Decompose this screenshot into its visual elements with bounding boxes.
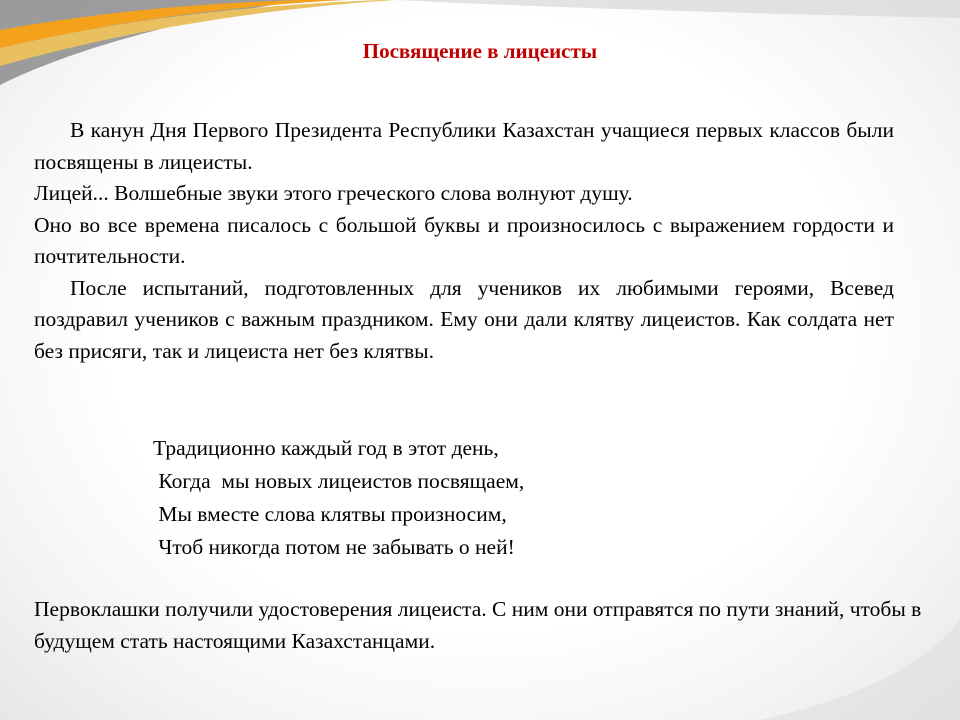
poem-line: Мы вместе слова клятвы произносим, [153, 502, 507, 526]
poem-line: Чтоб никогда потом не забывать о ней! [153, 535, 515, 559]
poem-line: Когда мы новых лицеистов посвящаем, [153, 469, 525, 493]
paragraph-lyceum: Лицей... Волшебные звуки этого греческого слова волнуют душу. [34, 181, 633, 205]
paragraph-oath: После испытаний, подготовленных для учеников их любимыми героями, Всевед поздравил учеников с важным праздником. Ему они дали клятву лицеистов. Как солдата нет без присяги, так и лицеиста нет без клятвы. [34, 275, 894, 363]
closing-paragraph: Первоклашки получили удостоверения лицеиста. С ним они отправятся по пути знаний, чтобы в будущем стать настоящими Казахстанцами. [34, 597, 922, 653]
slide-title: Посвящение в лицеисты [362, 39, 598, 63]
main-text [34, 115, 894, 367]
paragraph-intro: В канун Дня Первого Президента Республики Казахстан учащиеся первых классов были посвящены в лицеисты. [34, 118, 894, 174]
poem-block [153, 432, 753, 564]
light-sweep-shape [395, 0, 960, 18]
paragraph-tradition: Оно во все времена писалось с большой буквы и произносилось с выражением гордости и почтительности. [34, 212, 894, 268]
poem-line: Традиционно каждый год в этот день, [153, 436, 499, 460]
